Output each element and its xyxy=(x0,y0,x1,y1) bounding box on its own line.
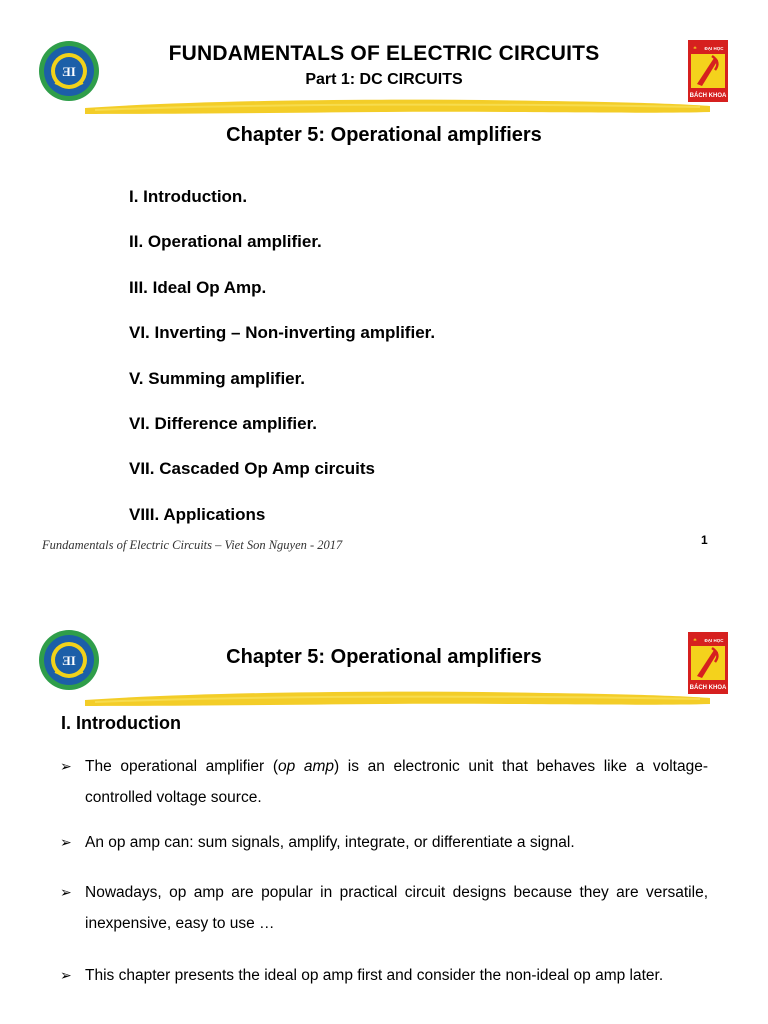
svg-text:ĐẠI HỌC: ĐẠI HỌC xyxy=(704,46,724,51)
bullet-text: Nowadays, op amp are popular in practical circuit designs because they are versatile, inexpensive, easy to use … xyxy=(85,884,708,932)
slide-2 xyxy=(0,600,768,1024)
svg-text:ĐẠI HỌC: ĐẠI HỌC xyxy=(704,638,724,643)
yellow-brush-divider xyxy=(85,94,710,116)
bullet-text: An op amp can: sum signals, amplify, integrate, or differentiate a signal. xyxy=(85,834,575,851)
arrow-bullet-icon: ➢ xyxy=(60,758,72,774)
arrow-bullet-icon: ➢ xyxy=(60,967,72,983)
toc-item: VIII. Applications xyxy=(129,504,266,524)
svg-text:BÁCH KHOA: BÁCH KHOA xyxy=(689,685,727,691)
svg-text:BÁCH KHOA: BÁCH KHOA xyxy=(689,93,727,99)
bullet-text: This chapter presents the ideal op amp first and consider the non-ideal op amp later. xyxy=(85,967,664,984)
list-item xyxy=(60,960,708,991)
bullet-text: The operational amplifier (op amp) is an electronic unit that behaves like a voltage-controlled voltage source. xyxy=(85,758,708,806)
section-heading: I. Introduction xyxy=(61,713,181,733)
list-item xyxy=(60,827,708,858)
toc-item: III. Ideal Op Amp. xyxy=(129,277,267,297)
slide-footer: Fundamentals of Electric Circuits – Viet Son Nguyen - 2017 xyxy=(42,538,343,552)
course-subtitle: Part 1: DC CIRCUITS xyxy=(305,71,463,88)
chapter-title: Chapter 5: Operational amplifiers xyxy=(226,124,542,146)
toc-item: V. Summing amplifier. xyxy=(129,368,306,388)
yellow-brush-divider xyxy=(85,686,710,708)
arrow-bullet-icon: ➢ xyxy=(60,834,72,850)
toc-item: VI. Difference amplifier. xyxy=(129,413,318,433)
svg-text:ƎI: ƎI xyxy=(62,64,76,79)
table-of-contents xyxy=(129,185,435,548)
toc-item: VII. Cascaded Op Amp circuits xyxy=(129,459,375,479)
toc-item: VI. Inverting – Non-inverting amplifier. xyxy=(129,323,436,343)
course-title: FUNDAMENTALS OF ELECTRIC CIRCUITS xyxy=(168,42,600,65)
list-item xyxy=(60,877,708,939)
list-item xyxy=(60,751,708,813)
chapter-title: Chapter 5: Operational amplifiers xyxy=(226,646,542,668)
arrow-bullet-icon: ➢ xyxy=(60,884,72,900)
page-number: 1 xyxy=(701,533,708,547)
toc-item: II. Operational amplifier. xyxy=(129,232,322,252)
svg-text:ƎI: ƎI xyxy=(62,653,76,668)
toc-item: I. Introduction. xyxy=(129,187,248,206)
